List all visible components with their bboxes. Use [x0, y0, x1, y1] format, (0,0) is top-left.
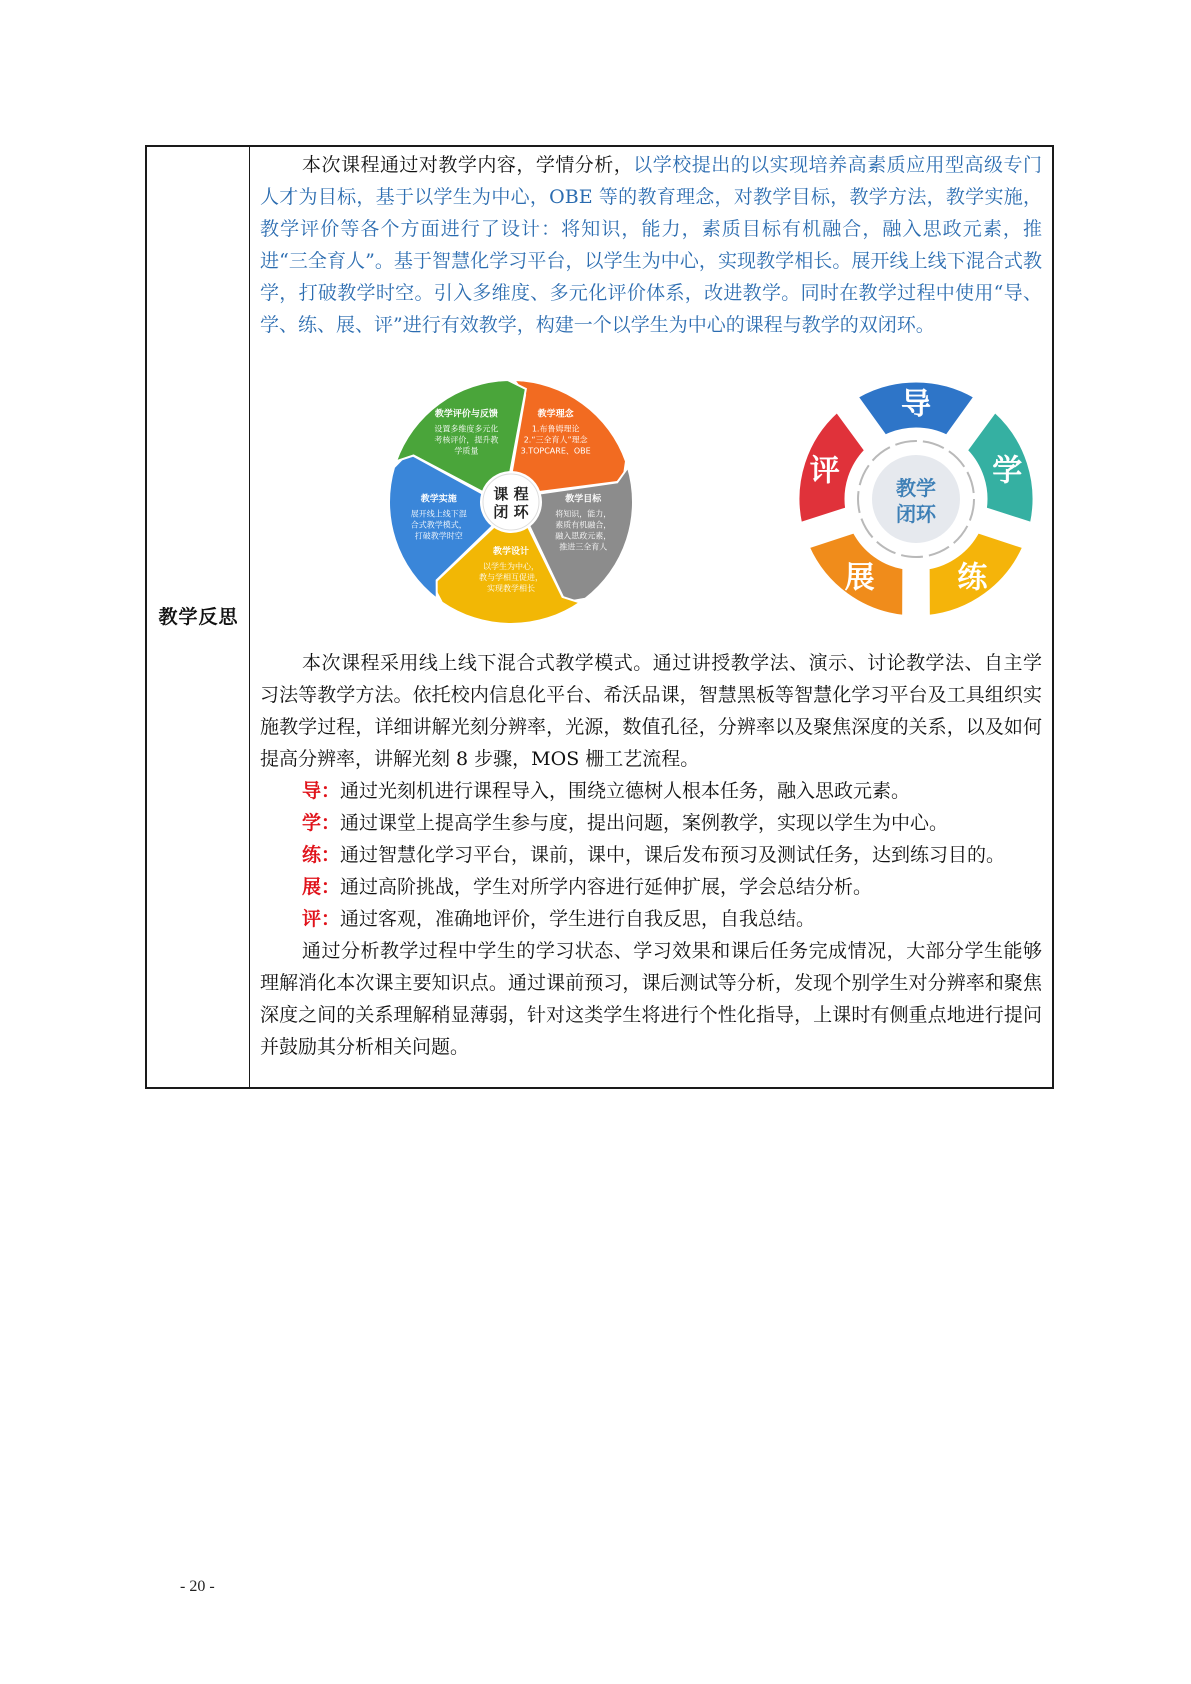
center-text: 教学 [896, 476, 936, 500]
step-item [260, 839, 1042, 871]
step-item [260, 775, 1042, 807]
segment-text: 3.TOPCARE、OBE [520, 446, 591, 456]
step-item [260, 871, 1042, 903]
petal [928, 532, 1024, 616]
loop-segment [512, 380, 626, 492]
segment-text: 推进三全育人 [559, 542, 608, 552]
segment-title: 教学目标 [565, 494, 602, 505]
petal-label: 学 [992, 453, 1023, 489]
step-key: 展： [302, 876, 341, 898]
segment-text: 以学生为中心， [483, 562, 539, 571]
content-column [260, 147, 1042, 1087]
reflection-table [145, 145, 1054, 1089]
petal [966, 411, 1034, 523]
step-text: 通过高阶挑战，学生对所学内容进行延伸扩展，学会总结分析。 [340, 876, 873, 898]
center-text: 课 程 [493, 485, 529, 503]
segment-text: 考核评价，提升教 [434, 435, 499, 445]
steps-list [260, 775, 1042, 935]
teaching-loop-diagram [798, 381, 1034, 616]
segment-text: 实现教学相长 [487, 584, 535, 593]
paragraph-3: 通过分析教学过程中学生的学习状态、学习效果和课后任务完成情况，大部分学生能够理解消化本次课主要知识点。通过课前预习，课后测试等分析，发现个别学生对分辨率和聚焦深度之间的关系理解稍显薄弱，针对这类学生将进行个性化指导，上课时有侧重点地进行提问并鼓励其分析相关问题。 [260, 940, 1042, 1058]
paragraph-1-highlight: 以学校提出的以实现培养高素质应用型高级专门人才为目标，基于以学生为中心，OBE 等的教育理念，对教学目标，教学方法，教学实施，教学评价等各个方面进行了设计：将知识，能力，素质目标有机融合，融入思政元素，推进“三全育人”。基于智慧化学习平台，以学生为中心，实现教学相长。展开线上线下混合式教学，打破教学时空。引入多维度、多元化评价体系，改进教学。同时在教学过程中使用“导、学、练、展、评”进行有效教学，构建一个以学生为中心的课程与教学的双闭环。 [260, 154, 1042, 336]
diagrams [386, 377, 1146, 627]
segment-text: 打破教学时空 [414, 531, 463, 541]
segment-text: 设置多维度多元化 [434, 424, 499, 434]
step-item [260, 807, 1042, 839]
step-text: 通过课堂上提高学生参与度，提出问题，案例教学，实现以学生为中心。 [340, 812, 949, 834]
petal [798, 411, 866, 523]
step-text: 通过智慧化学习平台，课前，课中，课后发布预习及测试任务，达到练习目的。 [340, 844, 1006, 866]
step-text: 通过客观，准确地评价，学生进行自我反思，自我总结。 [340, 908, 816, 930]
center-text: 闭环 [896, 502, 936, 526]
segment-text: 将知识，能力， [555, 509, 612, 519]
course-loop-diagram [389, 380, 633, 624]
step-key: 导： [302, 780, 341, 802]
segment-text: 融入思政元素， [555, 531, 612, 541]
paragraph-2: 本次课程采用线上线下混合式教学模式。通过讲授教学法、演示、讨论教学法、自主学习法等教学方法。依托校内信息化平台、希沃品课，智慧黑板等智慧化学习平台及工具组织实施教学过程，详细讲解光刻分辨率，光源，数值孔径，分辨率以及聚焦深度的关系，以及如何提高分辨率，讲解光刻 8 步骤，MOS 栅工艺流程。 [260, 652, 1042, 770]
segment-text: 展开线上线下混 [410, 509, 467, 519]
segment-text: 素质有机融合， [555, 520, 612, 530]
row-label: 教学反思 [158, 606, 239, 628]
step-key: 学： [302, 812, 341, 834]
petal-label: 导 [901, 387, 931, 422]
step-text: 通过光刻机进行课程导入，围绕立德树人根本任务，融入思政元素。 [340, 780, 911, 802]
segment-text: 学质量 [454, 446, 479, 456]
center-text: 闭 环 [493, 503, 529, 521]
step-key: 练： [302, 844, 341, 866]
step-item [260, 903, 1042, 935]
page-number: - 20 - [180, 1578, 215, 1595]
step-key: 评： [302, 908, 341, 930]
label-column [147, 147, 250, 1087]
segment-title: 教学理念 [537, 409, 574, 420]
petal-label: 展 [844, 560, 875, 596]
petal [808, 532, 904, 616]
segment-text: 教与学相互促进， [479, 573, 543, 582]
segment-title: 教学评价与反馈 [434, 409, 498, 420]
petal-label: 评 [809, 453, 840, 489]
segment-text: 1.布鲁姆理论 [531, 424, 580, 434]
segment-text: 合式教学模式， [410, 520, 467, 530]
paragraph-1-lead: 本次课程通过对教学内容，学情分析， [302, 154, 634, 176]
petal [857, 381, 975, 436]
segment-title: 教学实施 [420, 494, 457, 505]
paragraph-2-block [260, 647, 1042, 1063]
segment-text: 2.“三全育人”理念 [523, 435, 588, 445]
petal-label: 练 [957, 560, 988, 596]
segment-title: 教学设计 [492, 547, 530, 557]
paragraph-1 [260, 149, 1042, 341]
